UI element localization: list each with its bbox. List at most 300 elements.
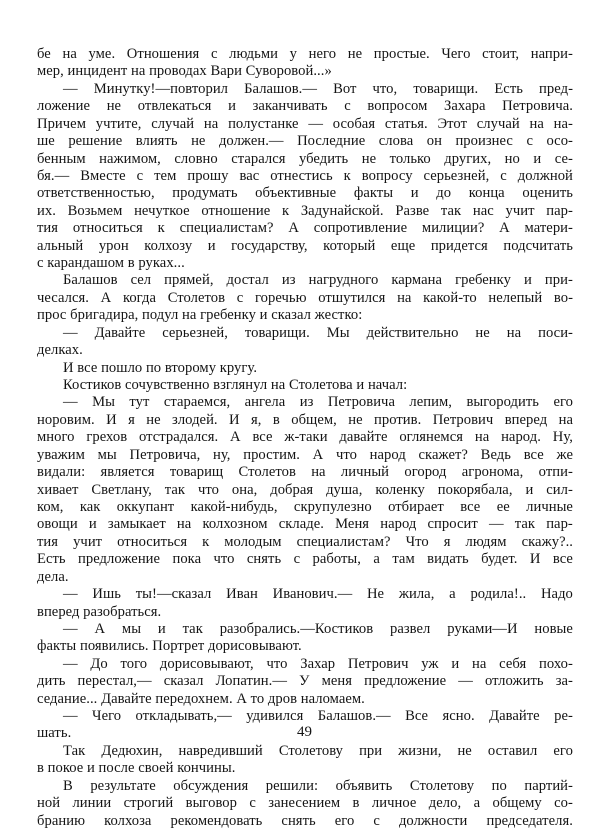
text-word: руками—И: [447, 620, 518, 637]
text-word: кармана: [391, 272, 443, 289]
text-word: прошу: [187, 167, 229, 184]
text-word: я: [443, 533, 451, 550]
text-word: милиции?: [421, 220, 485, 237]
text-word: председателя.: [486, 812, 573, 829]
text-word: уж: [421, 655, 439, 672]
text-word: объявить: [335, 777, 393, 794]
text-word: Иван: [226, 586, 258, 603]
text-word: к: [281, 202, 290, 219]
text-word: предложение: [78, 551, 161, 568]
text-word: сел: [130, 272, 152, 289]
text-word: на: [176, 516, 192, 533]
text-line: седание... Давайте передохнем. А то дров наломаем.: [37, 690, 365, 707]
text-word: в: [352, 795, 360, 812]
text-word: и: [228, 98, 236, 115]
text-word: с: [373, 812, 380, 829]
text-word: матери-: [524, 220, 573, 237]
text-word: Вместе: [80, 167, 126, 184]
paragraph-indent: Так: [63, 742, 86, 759]
text-word: дорисовывают,: [159, 655, 254, 672]
paragraph-indent: —: [63, 655, 78, 672]
text-word: относиться: [117, 533, 188, 550]
text-word: простые.: [373, 46, 430, 62]
text-line: [37, 116, 573, 133]
text-line: [37, 621, 573, 638]
text-word: вперед: [504, 411, 548, 428]
text-word: учтите,: [95, 115, 142, 132]
text-word: достал: [226, 272, 269, 289]
paragraph-indent: —: [63, 708, 78, 725]
text-word: агронома,: [461, 464, 524, 481]
text-word: тем: [154, 167, 177, 184]
text-line: [37, 482, 573, 499]
text-word: того: [120, 655, 148, 672]
text-word: снять: [281, 812, 316, 829]
text-word: случай: [476, 115, 520, 132]
text-word: И: [106, 411, 117, 428]
text-word: оценить: [522, 185, 573, 202]
text-word: Дедюхин,: [101, 742, 163, 759]
text-word: Столетову: [278, 742, 344, 759]
page-number: 49: [297, 724, 312, 740]
text-word: я: [128, 411, 135, 428]
text-word: что: [213, 551, 235, 568]
text-word: А: [230, 429, 241, 446]
text-word: огород: [404, 464, 447, 481]
text-line: шать.: [37, 725, 72, 742]
text-word: и: [410, 185, 419, 202]
text-word: ре-: [554, 708, 573, 725]
text-word: из: [299, 394, 314, 411]
text-word: оккупант: [116, 498, 175, 515]
text-word: отстрадался.: [138, 429, 219, 446]
text-word: нечуткое: [134, 202, 190, 219]
text-word: к: [343, 167, 351, 184]
text-word: не: [475, 324, 490, 341]
text-word: народ: [369, 446, 406, 463]
text-word: видали:: [37, 464, 86, 481]
text-word: так: [164, 481, 186, 498]
text-line: факты появились. Портрет дорисовывают.: [37, 638, 302, 655]
text-word: должен.—: [218, 133, 284, 150]
text-word: на: [506, 324, 522, 341]
text-word: нелепый: [488, 289, 543, 306]
text-word: отпи-: [538, 464, 573, 481]
text-line: [37, 290, 573, 307]
text-word: Чего: [441, 46, 471, 62]
text-word: отвлекаться: [137, 98, 212, 115]
text-line: [37, 534, 573, 551]
text-word: подсчитать: [503, 237, 573, 254]
text-word: А: [100, 289, 112, 306]
text-word: с: [526, 133, 533, 150]
text-word: убедить: [298, 150, 349, 167]
text-line: [37, 516, 573, 533]
text-word: снять: [246, 551, 282, 568]
text-word: дело,: [428, 795, 462, 812]
text-line: [37, 429, 573, 446]
text-word: при-: [544, 272, 573, 289]
text-word: на: [471, 655, 487, 672]
text-word: молодым: [224, 533, 282, 550]
text-word: и: [525, 481, 534, 498]
paragraph-indent: —: [63, 394, 78, 411]
text-word: работы,: [312, 551, 361, 568]
text-word: не: [146, 411, 161, 428]
text-word: я,: [251, 411, 262, 428]
text-word: товарищи.: [244, 324, 310, 341]
text-word: Мы: [326, 324, 350, 341]
text-word: овощи: [37, 516, 78, 533]
text-word: результате: [90, 777, 156, 794]
text-line: [37, 81, 573, 98]
text-word: на: [529, 115, 544, 132]
text-word: ангела: [244, 394, 286, 411]
text-word: учит: [505, 202, 535, 219]
text-word: народ.: [501, 429, 541, 446]
text-word: хивает: [37, 481, 79, 498]
text-word: тия: [37, 533, 59, 550]
text-word: специалистам?: [179, 220, 274, 237]
text-word: тия: [37, 220, 59, 237]
text-word: спросит: [427, 516, 478, 533]
text-word: пока: [172, 551, 202, 568]
text-line: мер, инцидент на проводах Вари Суворовой...»: [37, 63, 332, 80]
text-word: прямей,: [164, 272, 214, 289]
text-line: [37, 795, 573, 812]
paragraph-indent: —: [63, 80, 78, 97]
paragraph-indent: —: [63, 620, 78, 637]
text-word: Светлану,: [91, 481, 152, 498]
text-word: товарищ: [169, 464, 224, 481]
text-word: коленку: [375, 481, 425, 498]
text-word: пар-: [546, 202, 573, 219]
text-word: оглянемся: [399, 429, 464, 446]
text-word: Есть: [494, 80, 523, 97]
text-line: делках.: [37, 342, 83, 359]
text-word: слова: [378, 133, 414, 150]
text-word: против.: [374, 411, 422, 428]
text-word: Петровича: [327, 394, 395, 411]
text-word: ком,: [37, 498, 64, 515]
text-word: нас: [472, 202, 494, 219]
text-word: по: [491, 777, 507, 794]
text-word: полустанке: [228, 115, 299, 132]
text-word: статья.: [384, 115, 428, 132]
text-word: навредивший: [178, 742, 263, 759]
text-line: вперед разобраться.: [37, 603, 162, 620]
text-word: сил-: [546, 481, 573, 498]
text-word: и: [207, 237, 216, 254]
text-word: обсуждения: [173, 777, 249, 794]
text-word: стараемся,: [163, 394, 231, 411]
text-word: на: [474, 429, 490, 446]
text-word: серьезней,: [162, 324, 228, 341]
text-word: как: [79, 498, 101, 515]
text-line: [37, 778, 573, 795]
text-word: уме.: [88, 46, 116, 62]
paragraph-indent: —: [63, 324, 78, 341]
text-word: других,: [444, 150, 492, 167]
text-word: се-: [554, 150, 573, 167]
text-word: Петрович: [347, 655, 409, 672]
text-word: дить: [37, 673, 66, 690]
text-word: решили:: [265, 777, 319, 794]
text-word: нагрудного: [308, 272, 379, 289]
text-word: же: [556, 446, 573, 463]
text-word: Столетову: [409, 777, 475, 794]
text-word: тут: [129, 394, 150, 411]
text-line: [37, 168, 573, 185]
text-word: урон: [98, 237, 129, 254]
text-word: на: [558, 411, 573, 428]
text-word: отшутился: [318, 289, 386, 306]
text-word: Этот: [437, 115, 468, 132]
text-word: серьезней,: [423, 167, 490, 184]
text-word: при: [359, 742, 383, 759]
text-word: не: [347, 46, 363, 62]
text-line: [37, 743, 573, 760]
text-word: Что: [405, 533, 429, 550]
text-word: Вот: [333, 80, 357, 97]
text-line: [37, 447, 573, 464]
text-word: Петровича,: [129, 446, 201, 463]
text-word: с: [236, 289, 244, 306]
text-word: добрая: [270, 481, 314, 498]
text-word: Последние: [297, 133, 366, 150]
text-word: учит: [73, 533, 103, 550]
text-word: поси-: [538, 324, 573, 341]
text-line: [37, 464, 573, 481]
text-line: прос бригадира, подул на гребенку и сказал жестко:: [37, 307, 363, 324]
text-word: У: [299, 673, 310, 690]
text-word: Задунайской.: [300, 202, 384, 219]
text-word: а: [449, 586, 456, 603]
text-word: его: [553, 742, 573, 759]
text-word: замыкает: [107, 516, 166, 533]
text-word: Захара: [444, 98, 486, 115]
text-word: когда: [122, 289, 156, 306]
text-word: гребенку: [455, 272, 511, 289]
text-word: вас: [239, 167, 260, 184]
text-word: Давайте: [489, 708, 540, 725]
text-word: Надо: [540, 586, 573, 603]
text-word: старался: [231, 150, 286, 167]
text-word: Все: [405, 708, 429, 725]
text-word: общему: [492, 795, 542, 812]
text-word: на: [62, 46, 77, 62]
text-word: конца: [468, 185, 505, 202]
text-word: ты!—сказал: [135, 586, 212, 603]
text-word: не: [361, 150, 377, 167]
text-word: и: [88, 516, 97, 533]
text-word: к: [202, 533, 210, 550]
text-word: видать: [427, 551, 469, 568]
text-word: давайте: [339, 429, 388, 446]
text-word: альный: [37, 237, 84, 254]
text-word: заканчивать: [252, 98, 328, 115]
text-word: товарищи.: [413, 80, 479, 97]
text-line: [37, 98, 573, 115]
text-word: его: [553, 394, 573, 411]
text-word: скажет?: [418, 446, 468, 463]
text-word: партий-: [524, 777, 573, 794]
text-word: отложить: [484, 673, 544, 690]
text-word: Балашов.—: [317, 708, 391, 725]
text-word: из: [281, 272, 296, 289]
text-line: [37, 412, 573, 429]
text-word: относиться: [72, 220, 143, 237]
text-word: складе.: [278, 516, 324, 533]
text-word: у: [289, 46, 298, 62]
text-word: простим.: [243, 446, 300, 463]
text-word: ну,: [213, 446, 231, 463]
text-word: бя.—: [37, 167, 70, 184]
text-word: словно: [174, 150, 218, 167]
text-word: факты: [353, 185, 394, 202]
text-word: разобрались.—Костиков: [219, 620, 374, 637]
text-word: все: [460, 498, 481, 515]
text-word: к: [157, 220, 165, 237]
text-word: с: [249, 795, 256, 812]
text-line: [37, 394, 573, 411]
text-word: колхозу: [144, 237, 193, 254]
text-word: так: [182, 620, 203, 637]
text-word: ответственностью,: [37, 185, 155, 202]
text-word: с: [344, 98, 351, 115]
text-word: не: [191, 133, 206, 150]
text-word: нажимом,: [99, 150, 161, 167]
text-word: на: [397, 289, 412, 306]
text-word: действительно: [366, 324, 459, 341]
page-text-block: [37, 46, 573, 830]
text-word: похо-: [539, 655, 573, 672]
text-word: общем,: [291, 411, 337, 428]
text-word: Захар: [300, 655, 336, 672]
text-word: так: [440, 202, 462, 219]
text-line: [37, 551, 573, 568]
text-word: много: [37, 429, 75, 446]
text-line: [37, 586, 573, 603]
text-word: И: [229, 411, 240, 428]
text-word: является: [100, 464, 155, 481]
text-word: уважим: [37, 446, 85, 463]
text-word: случай: [151, 115, 195, 132]
text-word: за-: [555, 673, 573, 690]
text-word: меня: [321, 673, 352, 690]
text-word: Иванович.—: [272, 586, 353, 603]
text-word: колхозном: [202, 516, 268, 533]
paragraph-indent: Балашов: [63, 272, 118, 289]
text-line: [37, 238, 573, 255]
text-word: и: [451, 655, 460, 672]
text-word: все: [552, 551, 573, 568]
text-word: вопросу: [361, 167, 413, 184]
text-word: какой-то: [423, 289, 477, 306]
text-word: скрупулезно: [293, 498, 372, 515]
text-word: Отношения: [126, 46, 200, 62]
text-word: их.: [37, 202, 56, 219]
text-word: перестал,—: [77, 673, 152, 690]
text-word: людьми: [229, 46, 279, 62]
text-word: произнес: [455, 133, 513, 150]
text-word: линии: [72, 795, 112, 812]
text-word: строгий: [123, 795, 174, 812]
text-word: развел: [389, 620, 431, 637]
text-word: решение: [68, 133, 123, 150]
text-word: ше: [37, 133, 55, 150]
text-line: [37, 203, 573, 220]
text-word: себя: [499, 655, 527, 672]
text-word: с: [136, 167, 144, 184]
text-word: государству,: [231, 237, 308, 254]
text-word: занесением: [268, 795, 341, 812]
text-line: И все пошло по второму кругу.: [63, 359, 258, 376]
text-word: и: [523, 272, 532, 289]
text-word: народ: [380, 516, 417, 533]
text-word: жизни,: [398, 742, 442, 759]
text-word: объективные: [255, 185, 337, 202]
text-word: что: [335, 446, 357, 463]
text-word: личный: [340, 464, 390, 481]
text-word: Мы: [92, 394, 115, 411]
text-line: [37, 185, 573, 202]
text-word: пар-: [546, 516, 573, 533]
text-word: будет.: [481, 551, 518, 568]
text-word: ж-таки: [284, 429, 328, 446]
text-word: Возьмем: [67, 202, 123, 219]
text-word: отнестись: [270, 167, 333, 184]
text-word: специалистам?: [296, 533, 391, 550]
text-word: Столетов: [167, 289, 226, 306]
text-line: [37, 325, 573, 342]
text-word: она,: [231, 481, 258, 498]
text-word: жила,: [398, 586, 435, 603]
text-word: еще: [390, 237, 416, 254]
text-word: отношение: [201, 202, 271, 219]
text-word: грехов: [86, 429, 128, 446]
text-word: осо-: [546, 133, 573, 150]
text-line: [37, 813, 573, 830]
text-word: выговор: [185, 795, 237, 812]
text-word: Лопатин.—: [215, 673, 288, 690]
text-word: который: [323, 237, 376, 254]
text-line: [37, 133, 573, 150]
text-word: мы: [97, 446, 117, 463]
text-word: с: [210, 46, 218, 62]
text-word: И: [529, 551, 541, 568]
text-word: выгородить: [466, 394, 539, 411]
text-line: [37, 151, 573, 168]
text-word: А: [288, 220, 299, 237]
text-word: А: [94, 620, 106, 637]
text-word: все: [252, 429, 273, 446]
text-word: только: [389, 150, 431, 167]
text-word: пред-: [539, 80, 573, 97]
text-word: Ишь: [92, 586, 121, 603]
text-word: во-: [553, 289, 573, 306]
text-word: со-: [554, 795, 573, 812]
text-word: а: [473, 795, 481, 812]
text-word: душа,: [326, 481, 363, 498]
text-word: его: [334, 812, 355, 829]
text-word: Давайте: [94, 324, 146, 341]
text-word: —: [458, 673, 473, 690]
text-word: откладывать,—: [135, 708, 232, 725]
text-word: ясно.: [442, 708, 475, 725]
text-word: новые: [534, 620, 573, 637]
text-word: на-: [553, 115, 573, 132]
